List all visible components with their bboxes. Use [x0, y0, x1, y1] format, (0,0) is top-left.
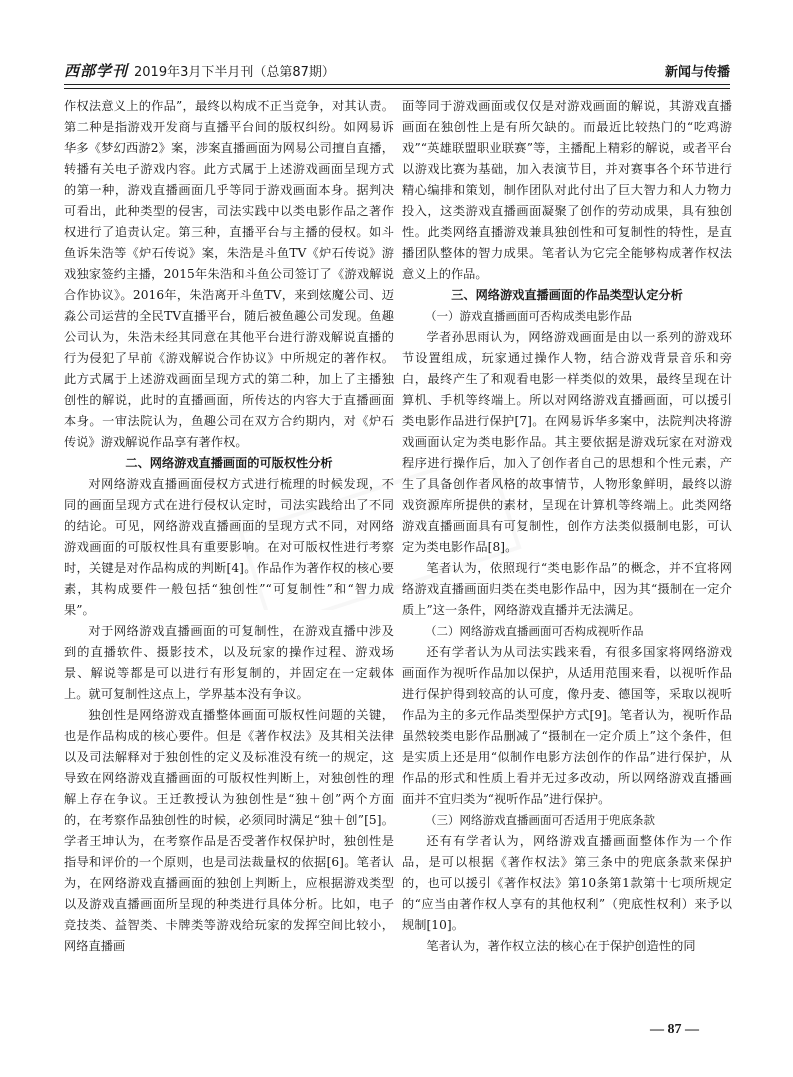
right-column	[402, 96, 732, 957]
section-heading: 二、网络游戏直播画面的可版权性分析	[125, 456, 333, 470]
paragraph: 对网络游戏直播画面侵权方式进行梳理的时候发现，不同的画面呈现方式在进行侵权认定时，司法实践给出了不同的结论。可见，网络游戏直播画面的呈现方式不同，对网络游戏画面的可版权性具有重要影响。在对可版权性进行考察时，关键是对作品构成的判断[4]。作品作为著作权的核心要素，其构成要件一般包括“独创性”“可复制性”和“智力成果”。	[64, 477, 394, 617]
paragraph: 对于网络游戏直播画面的可复制性，在游戏直播中涉及到的直播软件、摄影技术，以及玩家的操作过程、游戏场景、解说等都是可以进行有形复制的，并固定在一定载体上。就可复制性这点上，学界基本没有争议。	[64, 624, 394, 701]
paragraph: 学者孙思雨认为，网络游戏画面是由以一系列的游戏环节设置组成，玩家通过操作人物，结合游戏背景音乐和旁白，最终产生了和观看电影一样类似的效果，最终呈现在计算机、手机等终端上。所以对网络游戏直播画面，可以援引类电影作品进行保护[7]。在网易诉华多案中，法院判决将游戏画面认定为类电影作品。其主要依据是游戏玩家在对游戏程序进行操作后，加入了创作者自己的思想和个性元素，产生了具备创作者风格的故事情节，人物形象鲜明，最终以游戏资源库所提供的素材，呈现在计算机等终端上。此类网络游戏直播画面具有可复制性，创作方法类似摄制电影，可认定为类电影作品[8]。	[402, 330, 732, 554]
subsection-heading: （三）网络游戏直播画面可否适用于兜底条款	[425, 813, 655, 827]
paragraph: 笔者认为，依照现行“类电影作品”的概念，并不宜将网络游戏直播画面归类在类电影作品中，因为其“摄制在一定介质上”这一条件，网络游戏直播并无法满足。	[402, 561, 732, 617]
paragraph: 独创性是网络游戏直播整体画面可版权性问题的关键，也是作品构成的核心要件。但是《著作权法》及其相关法律以及司法解释对于独创性的定义及标准没有统一的规定，这导致在网络游戏直播画面的可版权性判断上，对独创性的理解上存在争议。王迁教授认为独创性是“独＋创”两个方面的，在考察作品独创性的时候，必须同时满足“独＋创”[5]。学者王坤认为，在考察作品是否受著作权保护时，独创性是指导和评价的一个原则，也是司法裁量权的依据[6]。笔者认为，在网络游戏直播画面的独创上判断上，应根据游戏类型以及游戏直播画面所呈现的种类进行具体分析。比如，电子竞技类、益智类、卡牌类等游戏给玩家的发挥空间比较小，网络直播画	[64, 708, 394, 953]
left-column	[64, 96, 394, 957]
header-rule	[64, 84, 730, 85]
paragraph: 作权法意义上的作品”，最终以构成不正当竞争，对其认责。第二种是指游戏开发商与直播平台间的版权纠纷。如网易诉华多《梦幻西游2》案，涉案直播画面为网易公司擅自直播，转播有关电子游戏内容。此方式属于上述游戏画面呈现方式的第一种，游戏直播画面几乎等同于游戏画面本身。据判决可看出，此种类型的侵害，司法实践中以类电影作品之著作权进行了追责认定。第三种，直播平台与主播的侵权。如斗鱼诉朱浩等《炉石传说》案，朱浩是斗鱼TV《炉石传说》游戏独家签约主播，2015年朱浩和斗鱼公司签订了《游戏解说合作协议》。2016年，朱浩离开斗鱼TV，来到炫魔公司、迈淼公司运营的全民TV直播平台，随后被鱼趣公司发现。鱼趣公司认为，朱浩未经其同意在其他平台进行游戏解说直播的行为侵犯了早前《游戏解说合作协议》中所规定的著作权。此方式属于上述游戏画面呈现方式的第二种，加上了主播独创性的解说，此时的直播画面，所传达的内容大于直播画面本身。一审法院认为，鱼趣公司在双方合约期内，对《炉石传说》游戏解说作品享有著作权。	[64, 99, 394, 449]
page-number: — 87 —	[650, 1022, 699, 1037]
header-rule-thin	[64, 88, 730, 89]
paragraph: 面等同于游戏画面或仅仅是对游戏画面的解说，其游戏直播画面在独创性上是有所欠缺的。而最近比较热门的“吃鸡游戏”“英雄联盟职业联赛”等，主播配上精彩的解说，或者平台以游戏比赛为基础，加入表演节目，并对赛事各个环节进行精心编排和策划，制作团队对此付出了巨大智力和人力物力投入，这类游戏直播画面凝聚了创作的劳动成果，具有独创性。此类网络直播游戏兼具独创性和可复制性的特性，是直播团队整体的智力成果。笔者认为它完全能够构成著作权法意义上的作品。	[402, 99, 732, 281]
paragraph: 笔者认为，著作权立法的核心在于保护创造性的同	[426, 939, 696, 953]
section-title: 新闻与传播	[664, 65, 730, 80]
paragraph: 还有学者认为从司法实践来看，有很多国家将网络游戏画面作为视听作品加以保护，从适用范围来看，以视听作品进行保护得到较高的认可度，像丹麦、德国等，采取以视听作品为主的多元作品类型保护方式[9]。笔者认为，视听作品虽然较类电影作品删减了“摄制在一定介质上”这个条件，但是实质上还是用“似制作电影方法创作的作品”进行保护，从作品的形式和性质上看并无过多改动，所以网络游戏直播画面并不宜归类为“视听作品”进行保护。	[402, 645, 732, 806]
paragraph: 还有有学者认为，网络游戏直播画面整体作为一个作品，是可以根据《著作权法》第三条中的兜底条款来保护的，也可以援引《著作权法》第10条第1款第十七项所规定的“应当由著作权人享有的其他权利”（兜底性权利）来予以规制[10]。	[402, 834, 732, 932]
journal-logo: 西部学刊	[64, 62, 129, 80]
running-header	[64, 58, 730, 80]
section-heading: 三、网络游戏直播画面的作品类型认定分析	[451, 288, 683, 302]
subsection-heading: （二）网络游戏直播画面可否构成视听作品	[425, 624, 644, 638]
subsection-heading: （一）游戏直播画面可否构成类电影作品	[425, 309, 632, 323]
header-left	[64, 60, 335, 81]
issue-info: 2019年3月下半月刊（总第87期）	[134, 65, 335, 80]
